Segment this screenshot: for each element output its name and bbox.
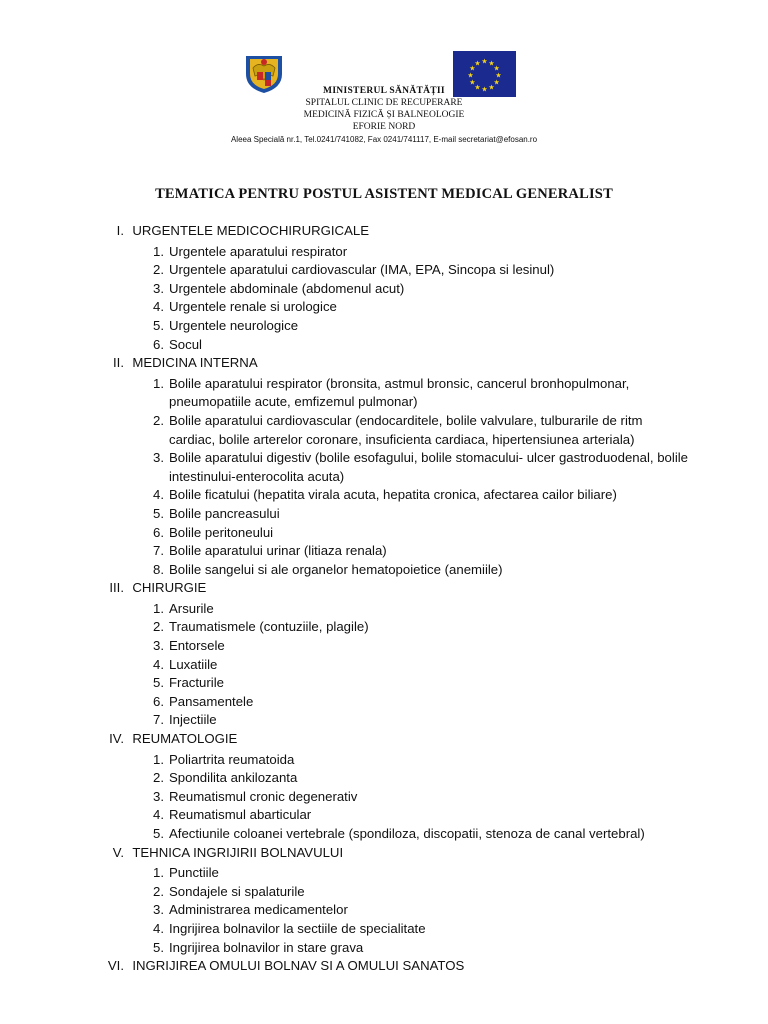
item-number: 5.	[153, 505, 164, 521]
list-item	[144, 317, 701, 336]
document-header	[0, 50, 768, 150]
item-text: Entorsele	[169, 638, 225, 654]
item-text: Arsurile	[169, 600, 214, 616]
item-number: 8.	[153, 561, 164, 577]
svg-text:★: ★	[481, 85, 488, 94]
item-number: 4.	[153, 487, 164, 503]
list-item	[144, 243, 701, 262]
item-number: 2.	[153, 619, 164, 635]
svg-text:★: ★	[467, 71, 474, 80]
item-text: Urgentele aparatului respirator	[169, 243, 348, 259]
section-heading	[101, 957, 701, 976]
item-text: Bolile ficatului (hepatita virala acuta, hepatita cronica, afectarea cailor biliare)	[169, 487, 617, 503]
item-number: 4.	[153, 920, 164, 936]
hospital-name-line: SPITALUL CLINIC DE RECUPERARE	[305, 98, 463, 108]
list-item	[144, 486, 701, 505]
item-text: Bolile peritoneului	[169, 524, 274, 540]
svg-text:★: ★	[493, 64, 500, 73]
section-label: TEHNICA INGRIJIRII BOLNAVULUI	[132, 844, 344, 860]
ministry-name: MINISTERUL SĂNĂTĂȚII	[323, 86, 445, 96]
section-items	[144, 375, 701, 580]
section-number: I.	[116, 223, 124, 238]
list-item	[144, 375, 701, 412]
item-number: 5.	[153, 317, 164, 333]
list-item	[144, 711, 701, 730]
section-heading	[101, 222, 701, 241]
item-text: Urgentele abdominale (abdomenul acut)	[169, 280, 405, 296]
item-number: 3.	[153, 450, 164, 466]
item-text: Urgentele neurologice	[169, 317, 299, 333]
item-number: 4.	[153, 299, 164, 315]
item-number: 6.	[153, 336, 164, 352]
svg-text:★: ★	[469, 64, 476, 73]
list-item	[144, 901, 701, 920]
list-item	[144, 693, 701, 712]
list-item	[144, 336, 701, 355]
item-text: Urgentele aparatului cardiovascular (IMA, EPA, Sincopa si lesinul)	[169, 262, 555, 278]
item-text: Reumatismul abarticular	[169, 807, 312, 823]
item-text: Injectiile	[169, 712, 217, 728]
item-number: 6.	[153, 524, 164, 540]
svg-text:★: ★	[488, 59, 495, 68]
item-number: 5.	[153, 939, 164, 955]
section-number: IV.	[109, 731, 124, 747]
item-text: Bolile aparatului urinar (litiaza renala)	[169, 543, 387, 559]
svg-text:★: ★	[474, 83, 481, 92]
list-item	[144, 637, 701, 656]
item-number: 5.	[153, 675, 164, 691]
section-number: VI.	[107, 958, 124, 974]
section-heading	[101, 354, 701, 373]
item-text: Ingrijirea bolnavilor la sectiile de specialitate	[169, 920, 426, 936]
item-number: 2.	[153, 770, 164, 786]
list-item	[144, 280, 701, 299]
item-number: 1.	[153, 243, 164, 259]
item-text: Reumatismul cronic degenerativ	[169, 788, 358, 804]
item-text: Afectiunile coloanei vertebrale (spondiloza, discopatii, stenoza de canal vertebral)	[169, 826, 645, 841]
section-items	[144, 751, 701, 844]
section-label: URGENTELE MEDICOCHIRURGICALE	[132, 223, 370, 238]
list-item	[144, 825, 701, 844]
item-text: Bolile aparatului cardiovascular (endocarditele, bolile valvulare, tulburarile de ritm cardiac, bolile arterelor coronare, insuficienta cardiaca, hipertensiunea arteriala)	[169, 412, 643, 447]
item-number: 5.	[153, 826, 164, 841]
item-text: Bolile aparatului respirator (bronsita, astmul bronsic, cancerul bronhopulmonar, pneumopatiile acute, emfizemul pulmonar)	[169, 375, 630, 410]
section-number: II.	[113, 355, 124, 371]
svg-text:★: ★	[474, 59, 481, 68]
section-heading	[101, 730, 701, 749]
list-item	[144, 542, 701, 561]
section-heading	[101, 579, 701, 598]
svg-text:★: ★	[469, 78, 476, 87]
item-text: Administrarea medicamentelor	[169, 902, 348, 918]
list-item	[144, 261, 701, 280]
item-text: Luxatiile	[169, 656, 218, 672]
list-item	[144, 656, 701, 675]
item-number: 3.	[153, 902, 164, 918]
section-label: CHIRURGIE	[132, 580, 207, 596]
section-label: MEDICINA INTERNA	[132, 355, 258, 371]
svg-text:★: ★	[493, 78, 500, 87]
item-text: Bolile aparatului digestiv (bolile esofagului, bolile stomacului- ulcer gastroduodenal, bolile intestinului-enterocolita acuta)	[169, 450, 689, 484]
list-item	[144, 298, 701, 317]
list-item	[144, 939, 701, 958]
item-number: 3.	[153, 638, 164, 654]
section-number: V.	[112, 844, 124, 860]
list-item	[144, 920, 701, 939]
list-item	[144, 806, 701, 825]
item-text: Urgentele renale si urologice	[169, 299, 337, 315]
item-text: Traumatismele (contuziile, plagile)	[169, 619, 369, 635]
item-number: 1.	[153, 600, 164, 616]
contact-address: Aleea Specială nr.1, Tel.0241/741082, Fax 0241/741117, E-mail secretariat@efosan.ro	[230, 135, 538, 144]
page-title: TEMATICA PENTRU POSTUL ASISTENT MEDICAL GENERALIST	[155, 186, 613, 202]
item-number: 1.	[153, 865, 164, 881]
section-items	[144, 864, 701, 957]
list-item	[144, 524, 701, 543]
list-item	[144, 412, 701, 449]
hospital-specialty-line: MEDICINĂ FIZICĂ ȘI BALNEOLOGIE	[303, 110, 465, 120]
list-item	[144, 883, 701, 902]
item-text: Pansamentele	[169, 693, 254, 709]
svg-text:★: ★	[495, 71, 502, 80]
item-number: 1.	[153, 375, 164, 391]
item-text: Sondajele si spalaturile	[169, 883, 305, 899]
list-item	[144, 769, 701, 788]
institution-info	[150, 85, 618, 146]
hospital-location-line: EFORIE NORD	[352, 122, 416, 132]
item-number: 3.	[153, 280, 164, 296]
item-text: Punctiile	[169, 865, 219, 881]
section-number: III.	[109, 580, 124, 596]
section-items	[144, 243, 701, 355]
item-number: 7.	[153, 543, 164, 559]
item-text: Ingrijirea bolnavilor in stare grava	[169, 939, 364, 955]
list-item	[144, 449, 701, 486]
item-number: 3.	[153, 788, 164, 804]
section-items	[144, 600, 701, 730]
item-text: Bolile sangelui si ale organelor hematopoietice (anemiile)	[169, 561, 503, 577]
list-item	[144, 618, 701, 637]
list-item	[144, 864, 701, 883]
section-label: INGRIJIREA OMULUI BOLNAV SI A OMULUI SANATOS	[132, 958, 465, 974]
item-number: 2.	[153, 883, 164, 899]
topics-outline	[101, 222, 701, 976]
item-number: 7.	[153, 712, 164, 728]
list-item	[144, 751, 701, 770]
item-number: 2.	[153, 262, 164, 278]
item-number: 2.	[153, 412, 164, 428]
section-label: REUMATOLOGIE	[132, 731, 238, 747]
list-item	[144, 561, 701, 580]
item-number: 4.	[153, 656, 164, 672]
item-text: Fracturile	[169, 675, 224, 691]
item-text: Poliartrita reumatoida	[169, 751, 295, 767]
item-text: Socul	[169, 336, 202, 352]
svg-text:★: ★	[488, 83, 495, 92]
item-number: 4.	[153, 807, 164, 823]
item-text: Bolile pancreasului	[169, 505, 280, 521]
item-number: 1.	[153, 751, 164, 767]
list-item	[144, 674, 701, 693]
list-item	[144, 788, 701, 807]
list-item	[144, 505, 701, 524]
item-number: 6.	[153, 693, 164, 709]
svg-text:★: ★	[481, 57, 488, 66]
item-text: Spondilita ankilozanta	[169, 770, 298, 786]
section-heading	[101, 844, 701, 863]
list-item	[144, 600, 701, 619]
